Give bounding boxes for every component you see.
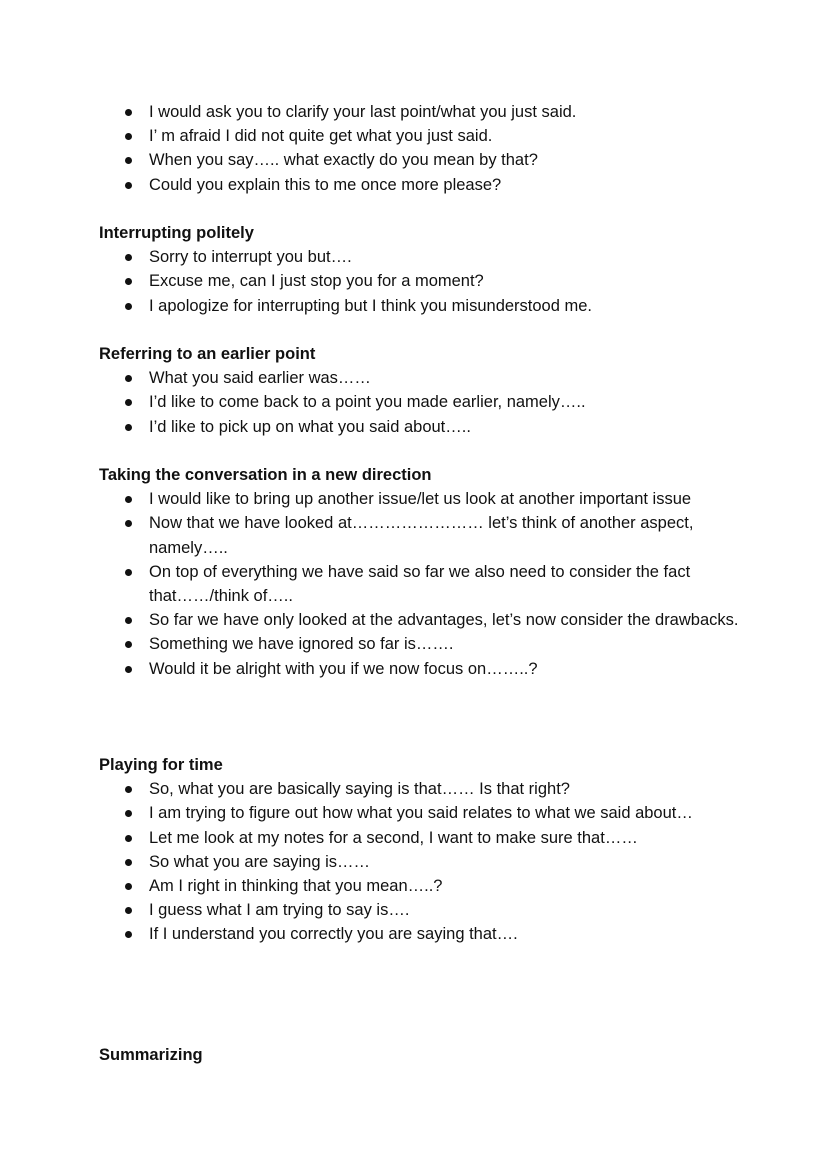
list-item: So, what you are basically saying is that…… Is that right? [99,777,739,801]
section-heading: Playing for time [99,756,223,774]
list-item: Excuse me, can I just stop you for a moment? [99,269,739,293]
bullet-list [99,487,739,681]
list-item: On top of everything we have said so far we also need to consider the fact that……/think of….. [99,560,739,608]
list-item: I guess what I am trying to say is…. [99,898,739,922]
list-item: So far we have only looked at the advantages, let’s now consider the drawbacks. [99,608,739,632]
list-item: I apologize for interrupting but I think you misunderstood me. [99,294,739,318]
list-item: I’d like to come back to a point you made earlier, namely….. [99,390,739,414]
bullet-list [99,366,739,439]
bullet-list [99,245,739,318]
list-item: What you said earlier was…… [99,366,739,390]
section-new-direction [99,463,739,681]
section-playing-for-time [99,753,739,947]
list-item: I’d like to pick up on what you said about….. [99,415,739,439]
list-item: I’ m afraid I did not quite get what you just said. [99,124,739,148]
section-summarizing [99,1043,739,1067]
section-heading: Referring to an earlier point [99,345,316,363]
list-item: Now that we have looked at…………………… let’s think of another aspect, namely….. [99,511,739,559]
list-item: Sorry to interrupt you but…. [99,245,739,269]
list-item: I am trying to figure out how what you said relates to what we said about… [99,801,739,825]
list-item: So what you are saying is…… [99,850,739,874]
list-item: Something we have ignored so far is……. [99,632,739,656]
bullet-list [99,100,739,197]
list-item: If I understand you correctly you are saying that…. [99,922,739,946]
section-heading: Taking the conversation in a new direction [99,466,432,484]
list-item: Am I right in thinking that you mean…..? [99,874,739,898]
list-item: I would like to bring up another issue/let us look at another important issue [99,487,739,511]
bullet-list [99,777,739,946]
section-clarifying [99,100,739,197]
section-heading: Summarizing [99,1046,203,1064]
section-heading: Interrupting politely [99,224,254,242]
list-item: When you say….. what exactly do you mean by that? [99,148,739,172]
section-referring-earlier-point [99,342,739,439]
list-item: Could you explain this to me once more please? [99,173,739,197]
list-item: Let me look at my notes for a second, I want to make sure that…… [99,826,739,850]
list-item: I would ask you to clarify your last point/what you just said. [99,100,739,124]
list-item: Would it be alright with you if we now focus on……..? [99,657,739,681]
section-interrupting-politely [99,221,739,318]
